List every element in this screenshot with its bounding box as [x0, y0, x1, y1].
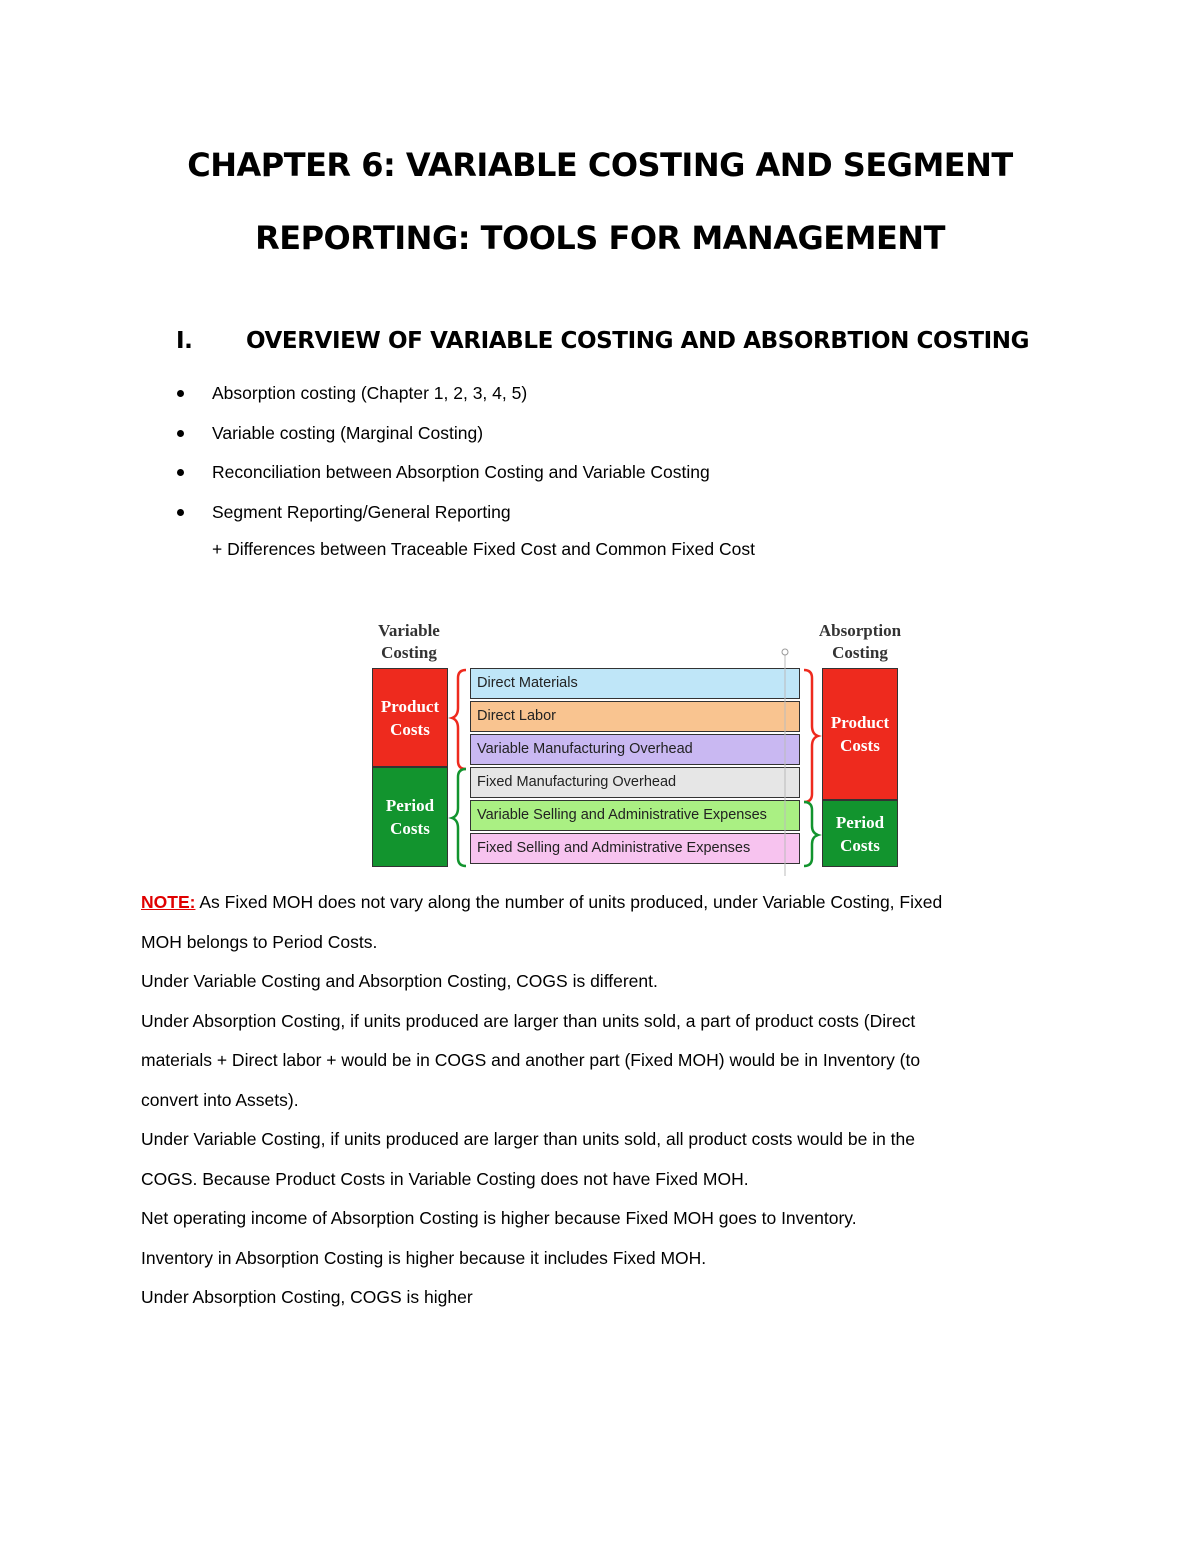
note-line: Under Absorption Costing, if units produced are larger than units sold, a part of product costs (Direct: [141, 1010, 916, 1031]
cost-row: Fixed Manufacturing Overhead: [470, 767, 800, 798]
braces-graphic: [360, 618, 912, 876]
cost-row: Fixed Selling and Administrative Expenses: [470, 833, 800, 864]
section-number: I.: [176, 328, 193, 354]
section-heading-text: OVERVIEW OF VARIABLE COSTING AND ABSORBTION COSTING: [246, 328, 1030, 354]
variable-product-costs-box: Product Costs: [372, 668, 448, 767]
left-product-brace: [452, 670, 466, 769]
sub-line: + Differences between Traceable Fixed Cost and Common Fixed Cost: [212, 539, 755, 559]
note-line: convert into Assets).: [141, 1089, 299, 1110]
list-item-text: Absorption costing (Chapter 1, 2, 3, 4, 5): [212, 383, 528, 403]
note-line: MOH belongs to Period Costs.: [141, 931, 378, 952]
chapter-title-line-2: REPORTING: TOOLS FOR MANAGEMENT: [255, 219, 945, 257]
cost-row: Direct Labor: [470, 701, 800, 732]
left-period-brace: [452, 769, 466, 866]
costing-diagram: [360, 618, 912, 876]
list-item: [175, 500, 710, 540]
note-label: NOTE:: [141, 892, 196, 912]
note-line: Inventory in Absorption Costing is higher because it includes Fixed MOH.: [141, 1247, 707, 1268]
list-item-text: Reconciliation between Absorption Costing and Variable Costing: [212, 462, 710, 482]
list-item: [175, 421, 710, 461]
bullet-icon: [177, 509, 184, 516]
list-item-text: Segment Reporting/General Reporting: [212, 501, 511, 522]
bullet-icon: [177, 430, 184, 437]
bullet-icon: [177, 469, 184, 476]
note-line: Net operating income of Absorption Costing is higher because Fixed MOH goes to Inventory.: [141, 1208, 857, 1228]
right-period-brace: [804, 802, 818, 866]
guide-handle-icon: [782, 649, 788, 655]
list-item: [175, 381, 710, 421]
variable-costing-header: Variable Costing: [378, 621, 440, 662]
note-line: materials + Direct labor + would be in COGS and another part (Fixed MOH) would be in Inventory (to: [141, 1050, 921, 1070]
list-item: [175, 460, 710, 500]
list-item-text: Variable costing (Marginal Costing): [212, 422, 484, 443]
cost-row: Variable Manufacturing Overhead: [470, 734, 800, 765]
note-line: Under Variable Costing, if units produced are larger than units sold, all product costs would be in the: [141, 1129, 915, 1149]
note-line: Under Variable Costing and Absorption Costing, COGS is different.: [141, 971, 658, 991]
cost-row: Variable Selling and Administrative Expenses: [470, 800, 800, 831]
cost-row: Direct Materials: [470, 668, 800, 699]
bullet-list: [175, 381, 710, 539]
notes-block: [141, 888, 1061, 1323]
chapter-title-line-1: CHAPTER 6: VARIABLE COSTING AND SEGMENT: [187, 146, 1013, 184]
absorption-period-costs-box: Period Costs: [822, 800, 898, 867]
note-line: Under Absorption Costing, COGS is higher: [141, 1287, 473, 1307]
absorption-costing-header: Absorption Costing: [818, 621, 902, 662]
variable-period-costs-box: Period Costs: [372, 767, 448, 867]
section-heading: [176, 328, 1029, 354]
note-text: As Fixed MOH does not vary along the number of units produced, under Variable Costing, Fixed: [195, 892, 943, 912]
note-line: COGS. Because Product Costs in Variable Costing does not have Fixed MOH.: [141, 1168, 749, 1189]
bullet-icon: [177, 390, 184, 397]
note-line: [141, 888, 1061, 928]
absorption-product-costs-box: Product Costs: [822, 668, 898, 800]
right-product-brace: [804, 670, 818, 802]
